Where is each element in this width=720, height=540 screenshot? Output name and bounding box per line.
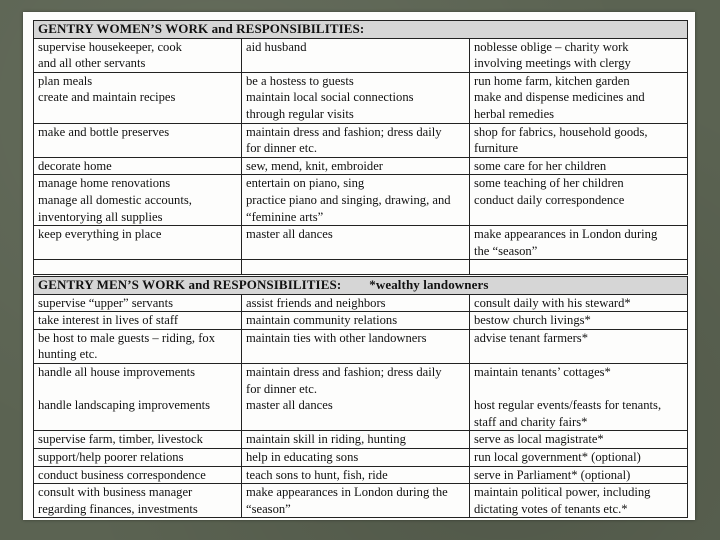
table-row: [34, 431, 688, 449]
cell-line: assist friends and neighbors: [246, 295, 386, 310]
table-cell: [242, 448, 470, 466]
table-cell: [470, 72, 688, 123]
cell-line: maintain ties with other landowners: [246, 330, 427, 345]
cell-line: for dinner etc.: [246, 141, 317, 156]
table-cell: [34, 175, 242, 226]
table-cell: [34, 363, 242, 430]
cell-line: maintain dress and fashion; dress daily: [246, 364, 442, 379]
cell-line: handle landscaping improvements: [38, 398, 211, 413]
cell-line: maintain community relations: [246, 313, 398, 328]
cell-line: noblesse oblige – charity work: [474, 39, 629, 54]
table-cell: [470, 157, 688, 175]
cell-line: conduct daily correspondence: [474, 192, 625, 207]
table-row: [34, 363, 688, 430]
table-cell: [34, 312, 242, 330]
women-table-title: GENTRY WOMEN’S WORK and RESPONSIBILITIES:: [34, 21, 688, 39]
cell-line: serve in Parliament* (optional): [474, 467, 631, 482]
table-cell: [34, 157, 242, 175]
cell-line: serve as local magistrate*: [474, 432, 604, 447]
table-cell: [242, 329, 470, 363]
cell-line: bestow church livings*: [474, 313, 591, 328]
table-cell: [470, 431, 688, 449]
table-cell: [34, 72, 242, 123]
cell-line: maintain tenants’ cottages*: [474, 364, 611, 379]
table-row: [34, 448, 688, 466]
cell-line: [38, 381, 237, 398]
cell-line: conduct business correspondence: [38, 467, 206, 482]
cell-line: sew, mend, knit, embroider: [246, 158, 383, 173]
women-responsibilities-table: [33, 20, 688, 275]
table-cell: [470, 466, 688, 484]
table-cell: [34, 226, 242, 260]
spacer-row: [34, 260, 688, 275]
cell-line: herbal remedies: [474, 106, 555, 121]
cell-line: be a hostess to guests: [246, 73, 354, 88]
cell-line: aid husband: [246, 39, 307, 54]
cell-line: support/help poorer relations: [38, 449, 184, 464]
cell-line: and all other servants: [38, 56, 146, 71]
cell-line: staff and charity fairs*: [474, 414, 588, 429]
cell-line: supervise housekeeper, cook: [38, 39, 182, 54]
cell-line: take interest in lives of staff: [38, 313, 179, 328]
empty-cell: [470, 260, 688, 275]
table-row: [34, 175, 688, 226]
table-cell: [242, 226, 470, 260]
table-cell: [242, 312, 470, 330]
table-cell: [34, 294, 242, 312]
cell-line: practice piano and singing, drawing, and: [246, 192, 451, 207]
table-row: [34, 466, 688, 484]
table-cell: [242, 72, 470, 123]
cell-line: make and bottle preserves: [38, 124, 170, 139]
cell-line: maintain political power, including: [474, 485, 651, 500]
cell-line: entertain on piano, sing: [246, 176, 365, 191]
cell-line: shop for fabrics, household goods,: [474, 124, 648, 139]
cell-line: the “season”: [474, 243, 538, 258]
women-title-row: [34, 21, 688, 39]
table-cell: [470, 329, 688, 363]
cell-line: run home farm, kitchen garden: [474, 73, 630, 88]
table-cell: [34, 38, 242, 72]
cell-line: manage all domestic accounts,: [38, 192, 192, 207]
table-cell: [470, 294, 688, 312]
cell-line: teach sons to hunt, fish, ride: [246, 467, 388, 482]
table-row: [34, 312, 688, 330]
cell-line: involving meetings with clergy: [474, 56, 631, 71]
table-cell: [34, 484, 242, 518]
cell-line: for dinner etc.: [246, 381, 317, 396]
cell-line: supervise “upper” servants: [38, 295, 173, 310]
cell-line: decorate home: [38, 158, 112, 173]
cell-line: run local government* (optional): [474, 449, 641, 464]
table-cell: [242, 484, 470, 518]
cell-line: make appearances in London during: [474, 227, 658, 242]
cell-line: manage home renovations: [38, 176, 171, 191]
table-row: [34, 484, 688, 518]
table-row: [34, 38, 688, 72]
table-cell: [242, 175, 470, 226]
table-cell: [470, 175, 688, 226]
cell-line: host regular events/feasts for tenants,: [474, 398, 662, 413]
table-cell: [242, 431, 470, 449]
table-cell: [34, 123, 242, 157]
table-cell: [34, 329, 242, 363]
document-page: [23, 12, 695, 520]
cell-line: make and dispense medicines and: [474, 90, 645, 105]
cell-line: some care for her children: [474, 158, 607, 173]
cell-line: “season”: [246, 501, 291, 516]
table-cell: [34, 466, 242, 484]
cell-line: some teaching of her children: [474, 176, 624, 191]
cell-line: [474, 381, 683, 398]
cell-line: master all dances: [246, 398, 333, 413]
table-cell: [470, 448, 688, 466]
table-cell: [242, 294, 470, 312]
table-row: [34, 123, 688, 157]
table-cell: [242, 363, 470, 430]
table-cell: [242, 38, 470, 72]
table-cell: [34, 448, 242, 466]
cell-line: consult daily with his steward*: [474, 295, 631, 310]
empty-cell: [242, 260, 470, 275]
cell-line: plan meals: [38, 73, 93, 88]
cell-line: maintain dress and fashion; dress daily: [246, 124, 442, 139]
table-cell: [470, 38, 688, 72]
cell-line: advise tenant farmers*: [474, 330, 588, 345]
men-table-title-text: GENTRY MEN’S WORK and RESPONSIBILITIES:: [38, 277, 342, 292]
empty-cell: [34, 260, 242, 275]
cell-line: regarding finances, investments: [38, 501, 198, 516]
men-table-title: [34, 277, 688, 295]
cell-line: maintain local social connections: [246, 90, 414, 105]
men-table-note: *wealthy landowners: [369, 277, 489, 292]
table-cell: [242, 123, 470, 157]
cell-line: master all dances: [246, 227, 333, 242]
cell-line: through regular visits: [246, 106, 354, 121]
cell-line: hunting etc.: [38, 347, 98, 362]
cell-line: “feminine arts”: [246, 209, 324, 224]
cell-line: consult with business manager: [38, 485, 193, 500]
table-cell: [470, 484, 688, 518]
cell-line: create and maintain recipes: [38, 90, 176, 105]
table-row: [34, 157, 688, 175]
table-cell: [470, 123, 688, 157]
cell-line: dictating votes of tenants etc.*: [474, 501, 628, 516]
cell-line: furniture: [474, 141, 519, 156]
cell-line: keep everything in place: [38, 227, 162, 242]
table-row: [34, 329, 688, 363]
men-responsibilities-table: [33, 276, 688, 518]
cell-line: maintain skill in riding, hunting: [246, 432, 406, 447]
cell-line: handle all house improvements: [38, 364, 196, 379]
cell-line: help in educating sons: [246, 449, 359, 464]
cell-line: make appearances in London during the: [246, 485, 448, 500]
cell-line: inventorying all supplies: [38, 209, 163, 224]
table-cell: [34, 431, 242, 449]
table-row: [34, 294, 688, 312]
cell-line: be host to male guests – riding, fox: [38, 330, 215, 345]
table-cell: [470, 312, 688, 330]
cell-line: supervise farm, timber, livestock: [38, 432, 203, 447]
table-cell: [470, 363, 688, 430]
table-cell: [242, 466, 470, 484]
table-row: [34, 226, 688, 260]
table-row: [34, 72, 688, 123]
table-cell: [242, 157, 470, 175]
men-title-row: [34, 277, 688, 295]
table-cell: [470, 226, 688, 260]
